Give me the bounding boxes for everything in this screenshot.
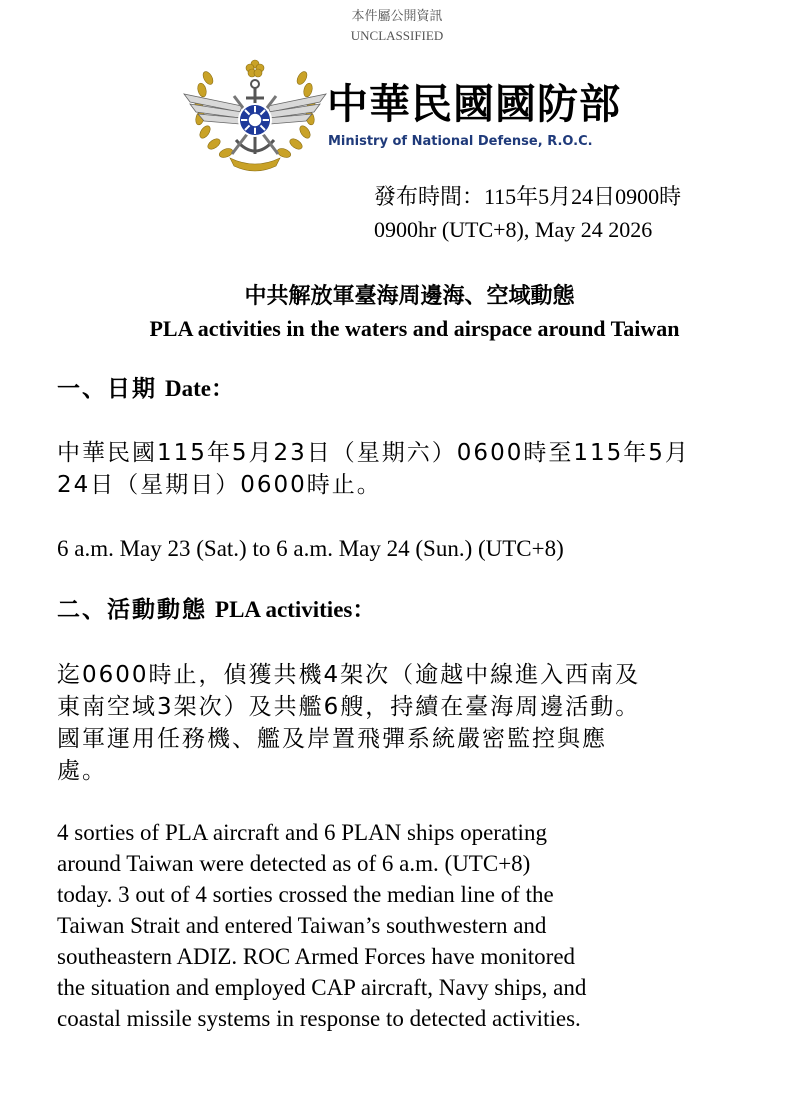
activities-paragraph-zh [57, 659, 737, 787]
section-heading-activities [57, 594, 377, 626]
section-heading-date-en: Date [165, 376, 211, 401]
activities-paragraph-zh-line: 迄0600時止，偵獲共機4架次（逾越中線進入西南及 [57, 662, 641, 688]
org-name-zh: 中華民國國防部 [327, 80, 621, 128]
classification-label [0, 6, 794, 46]
headline [0, 280, 794, 344]
activities-paragraph-en-line: coastal missile systems in response to detected activities. [57, 1006, 581, 1031]
activities-paragraph-en-line: southeastern ADIZ. ROC Armed Forces have monitored [57, 944, 576, 969]
classification-en: UNCLASSIFIED [350, 28, 444, 43]
date-paragraph-zh-line: 24日（星期日）0600時止。 [57, 472, 382, 498]
activities-paragraph-en-line: today. 3 out of 4 sorties crossed the median line of the [57, 882, 554, 907]
activities-paragraph-zh-line: 國軍運用任務機、艦及岸置飛彈系統嚴密監控與應 [57, 726, 607, 752]
activities-paragraph-en [57, 817, 757, 1034]
headline-en: PLA activities in the waters and airspace around Taiwan [149, 316, 680, 341]
org-name-en: Ministry of National Defense, R.O.C. [328, 134, 593, 149]
release-time-zh: 發布時間：115年5月24日0900時 [374, 184, 682, 209]
activities-paragraph-zh-line: 東南空域3架次）及共艦6艘，持續在臺海周邊活動。 [57, 694, 641, 720]
release-time [374, 180, 681, 246]
section-heading-activities-en: PLA activities [215, 597, 353, 622]
activities-paragraph-en-line: 4 sorties of PLA aircraft and 6 PLAN ships operating [57, 820, 547, 845]
classification-zh: 本件屬公開資訊 [351, 8, 443, 23]
section-heading-activities-colon: ： [352, 597, 378, 623]
date-paragraph-zh-line: 中華民國115年5月23日（星期六）0600時至115年5月 [57, 440, 690, 466]
activities-paragraph-zh-line: 處。 [57, 758, 107, 784]
section-heading-date [57, 373, 236, 405]
activities-paragraph-en-line: Taiwan Strait and entered Taiwan’s southwestern and [57, 913, 547, 938]
section-heading-date-zh: 一、日期 [57, 376, 157, 402]
date-paragraph-en: 6 a.m. May 23 (Sat.) to 6 a.m. May 24 (Sun.) (UTC+8) [57, 536, 564, 561]
headline-zh: 中共解放軍臺海周邊海、空域動態 [244, 284, 575, 309]
section-heading-date-colon: ： [211, 376, 236, 402]
activities-paragraph-en-line: the situation and employed CAP aircraft, Navy ships, and [57, 975, 587, 1000]
section-heading-activities-zh: 二、活動動態 [57, 597, 207, 623]
activities-paragraph-en-line: around Taiwan were detected as of 6 a.m. (UTC+8) [57, 851, 531, 876]
date-paragraph-zh [57, 437, 737, 501]
release-time-en: 0900hr (UTC+8), May 24 2026 [374, 217, 653, 242]
ministry-emblem-icon [180, 58, 330, 178]
